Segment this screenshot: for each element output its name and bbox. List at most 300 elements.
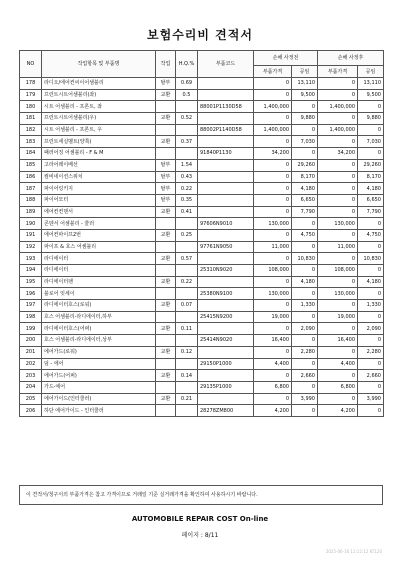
cell-p2: 1,400,000 (318, 101, 358, 113)
cell-name: 프런트시트어셈블리(우) (42, 113, 156, 125)
cell-l2: 0 (358, 265, 384, 277)
cell-p1: 0 (254, 346, 292, 358)
cell-hq (176, 311, 198, 323)
cell-code (198, 346, 254, 358)
table-row (20, 206, 384, 218)
cell-l2: 4,750 (358, 229, 384, 241)
cell-l1: 0 (292, 335, 318, 347)
cell-p2: 4,200 (318, 405, 358, 417)
cell-code (198, 370, 254, 382)
cell-no: 191 (20, 229, 42, 241)
cell-hq: 1.54 (176, 159, 198, 171)
table-row (20, 136, 384, 148)
cell-code (198, 393, 254, 405)
cell-work: 교환 (156, 89, 176, 101)
cell-hq: 0.69 (176, 78, 198, 90)
cell-no: 199 (20, 323, 42, 335)
cell-p1: 0 (254, 171, 292, 183)
cell-p2: 34,200 (318, 148, 358, 160)
table-row (20, 265, 384, 277)
footer-title: AUTOMOBILE REPAIR COST On-line (131, 515, 269, 523)
cell-p2: 0 (318, 323, 358, 335)
table-row (20, 171, 384, 183)
cell-work: 교환 (156, 346, 176, 358)
cell-no: 205 (20, 393, 42, 405)
cell-work: 교환 (156, 253, 176, 265)
cell-p2: 0 (318, 171, 358, 183)
cell-work: 교환 (156, 113, 176, 125)
cell-p2: 130,000 (318, 218, 358, 230)
cell-l2: 13,110 (358, 78, 384, 90)
cell-name: 프런트세실벨트(양쪽) (42, 136, 156, 148)
cell-p2: 4,400 (318, 358, 358, 370)
cell-hq (176, 241, 198, 253)
cell-code: 97761N9050 (198, 241, 254, 253)
cell-l2: 0 (358, 148, 384, 160)
cell-p2: 0 (318, 136, 358, 148)
cell-l2: 0 (358, 311, 384, 323)
cell-code (198, 136, 254, 148)
cell-code (198, 183, 254, 195)
cell-code: 28278ZM800 (198, 405, 254, 417)
cell-no: 183 (20, 136, 42, 148)
table-row (20, 124, 384, 136)
cell-p1: 0 (254, 183, 292, 195)
cell-l1: 2,280 (292, 346, 318, 358)
cell-code: 97606N9010 (198, 218, 254, 230)
cell-p1: 0 (254, 276, 292, 288)
table-row (20, 335, 384, 347)
cell-name: 파이프 & 호스 어셈블리 (42, 241, 156, 253)
cell-p2: 0 (318, 393, 358, 405)
cell-l2: 2,280 (358, 346, 384, 358)
cell-l1: 4,180 (292, 276, 318, 288)
table-row (20, 358, 384, 370)
cell-l1: 0 (292, 101, 318, 113)
cell-l2: 0 (358, 124, 384, 136)
cell-work (156, 381, 176, 393)
cell-code: 25380N9100 (198, 288, 254, 300)
cell-no: 182 (20, 124, 42, 136)
cell-p2: 0 (318, 183, 358, 195)
cell-hq: 0.57 (176, 253, 198, 265)
table-row (20, 381, 384, 393)
cell-work: 탈부 (156, 78, 176, 90)
cell-l2: 0 (358, 218, 384, 230)
cell-l1: 8,170 (292, 171, 318, 183)
cell-hq: 0.11 (176, 323, 198, 335)
cell-code: 29135P1000 (198, 381, 254, 393)
cell-no: 192 (20, 241, 42, 253)
cell-p1: 6,800 (254, 381, 292, 393)
cell-no: 197 (20, 300, 42, 312)
header-labor-before: 공임 (292, 66, 318, 78)
table-row (20, 346, 384, 358)
cell-name: 하단 에어가이드 - 인터쿨러 (42, 405, 156, 417)
cell-code (198, 194, 254, 206)
cell-l2: 0 (358, 288, 384, 300)
cell-name: 가드-에어 (42, 381, 156, 393)
cell-hq (176, 405, 198, 417)
cell-p2: 0 (318, 194, 358, 206)
table-row (20, 405, 384, 417)
cell-l2: 9,880 (358, 113, 384, 125)
cell-p1: 4,200 (254, 405, 292, 417)
cell-l1: 0 (292, 288, 318, 300)
cell-l1: 0 (292, 241, 318, 253)
cell-l2: 7,030 (358, 136, 384, 148)
cell-l2: 0 (358, 405, 384, 417)
table-row (20, 78, 384, 90)
cell-p2: 0 (318, 300, 358, 312)
cell-name: 프런트시트어셈블리(좌) (42, 89, 156, 101)
header-part-code: 부품코드 (198, 51, 254, 78)
cell-hq: 0.37 (176, 136, 198, 148)
cell-hq (176, 358, 198, 370)
cell-hq (176, 101, 198, 113)
cell-no: 203 (20, 370, 42, 382)
cell-p2: 0 (318, 89, 358, 101)
cell-p1: 19,000 (254, 311, 292, 323)
cell-l1: 7,790 (292, 206, 318, 218)
cell-l2: 1,330 (358, 300, 384, 312)
table-row (20, 370, 384, 382)
cell-l2: 3,990 (358, 393, 384, 405)
cell-code (198, 300, 254, 312)
cell-name: 라디에이터팬 (42, 276, 156, 288)
table-row (20, 89, 384, 101)
cell-work: 교환 (156, 206, 176, 218)
table-row (20, 159, 384, 171)
cell-no: 193 (20, 253, 42, 265)
cell-hq (176, 148, 198, 160)
cell-work (156, 101, 176, 113)
cell-l2: 4,180 (358, 276, 384, 288)
cell-name: 컴비네이션스위치 (42, 171, 156, 183)
cell-code (198, 229, 254, 241)
cell-p1: 1,400,000 (254, 101, 292, 113)
cell-p1: 130,000 (254, 288, 292, 300)
cell-p1: 0 (254, 393, 292, 405)
cell-l1: 0 (292, 265, 318, 277)
table-row (20, 113, 384, 125)
cell-work (156, 358, 176, 370)
cell-work (156, 265, 176, 277)
cell-code (198, 89, 254, 101)
cell-no: 189 (20, 206, 42, 218)
price-notice: 이 견적서/청구서의 부품가격은 참고 가격이므로 거래일 기준 실거래가격을 확인하여 사용하시기 바랍니다. (19, 485, 383, 505)
cell-work: 교환 (156, 393, 176, 405)
cell-l1: 29,260 (292, 159, 318, 171)
table-row (20, 229, 384, 241)
cell-hq: 0.21 (176, 393, 198, 405)
cell-p1: 0 (254, 78, 292, 90)
table-row (20, 311, 384, 323)
cell-name: 에어컨파이프2번 (42, 229, 156, 241)
cell-no: 181 (20, 113, 42, 125)
cell-p2: 0 (318, 206, 358, 218)
cell-name: 라디에이터호스(어퍼) (42, 323, 156, 335)
cell-work: 교환 (156, 370, 176, 382)
cell-no: 190 (20, 218, 42, 230)
header-before-assessment: 손해 사정전 (254, 51, 318, 66)
cell-hq: 0.25 (176, 229, 198, 241)
cell-work: 탈부 (156, 159, 176, 171)
cell-p2: 11,000 (318, 241, 358, 253)
cell-no: 188 (20, 194, 42, 206)
cell-no: 186 (20, 171, 42, 183)
cell-l1: 6,650 (292, 194, 318, 206)
cell-l2: 0 (358, 335, 384, 347)
cell-l1: 0 (292, 311, 318, 323)
cell-hq (176, 335, 198, 347)
cell-no: 194 (20, 265, 42, 277)
cell-hq (176, 381, 198, 393)
cell-p1: 0 (254, 253, 292, 265)
cell-no: 200 (20, 335, 42, 347)
cell-l2: 0 (358, 358, 384, 370)
cell-hq: 0.22 (176, 183, 198, 195)
document-title: 보험수리비 견적서 (147, 28, 253, 42)
print-timestamp: 2025-06-16 11:12:12 KT120 (325, 549, 382, 554)
table-row (20, 101, 384, 113)
cell-p1: 0 (254, 159, 292, 171)
cell-hq: 0.22 (176, 276, 198, 288)
cell-code (198, 323, 254, 335)
cell-work: 탈부 (156, 171, 176, 183)
table-row (20, 218, 384, 230)
cell-p1: 0 (254, 370, 292, 382)
table-row (20, 183, 384, 195)
cell-name: 시트 어셈블리 - 프론트, 우 (42, 124, 156, 136)
cell-l2: 0 (358, 101, 384, 113)
table-row (20, 276, 384, 288)
cell-work: 교환 (156, 229, 176, 241)
cell-no: 202 (20, 358, 42, 370)
cell-name: 호스 어셈블리-라디에이터,하부 (42, 311, 156, 323)
cell-l2: 9,500 (358, 89, 384, 101)
cell-l1: 0 (292, 358, 318, 370)
cell-work (156, 288, 176, 300)
cell-l2: 2,660 (358, 370, 384, 382)
cell-p1: 0 (254, 113, 292, 125)
cell-p2: 0 (318, 276, 358, 288)
cell-work: 교환 (156, 323, 176, 335)
cell-l2: 6,650 (358, 194, 384, 206)
header-no: NO (20, 51, 42, 78)
cell-code (198, 253, 254, 265)
cell-l2: 0 (358, 381, 384, 393)
cell-p1: 0 (254, 229, 292, 241)
cell-l1: 1,330 (292, 300, 318, 312)
cell-name: 에어가드(어퍼) (42, 370, 156, 382)
cell-l1: 0 (292, 148, 318, 160)
cell-l1: 0 (292, 124, 318, 136)
cell-l2: 0 (358, 241, 384, 253)
cell-l1: 4,750 (292, 229, 318, 241)
cell-l2: 2,090 (358, 323, 384, 335)
cell-name: 라디오/에어컨씨이어셈블리 (42, 78, 156, 90)
cell-work: 탈부 (156, 183, 176, 195)
cell-p1: 130,000 (254, 218, 292, 230)
cell-no: 195 (20, 276, 42, 288)
cell-p2: 0 (318, 346, 358, 358)
cell-l1: 0 (292, 381, 318, 393)
cell-code (198, 113, 254, 125)
cell-hq: 0.35 (176, 194, 198, 206)
cell-name: 파이어모터 (42, 194, 156, 206)
cell-no: 185 (20, 159, 42, 171)
cell-l1: 10,830 (292, 253, 318, 265)
cell-no: 187 (20, 183, 42, 195)
cell-l1: 3,990 (292, 393, 318, 405)
cell-p2: 0 (318, 113, 358, 125)
cell-hq: 0.43 (176, 171, 198, 183)
cell-name: 에어가드(로워) (42, 346, 156, 358)
cell-l2: 10,830 (358, 253, 384, 265)
cell-hq: 0.5 (176, 89, 198, 101)
cell-work (156, 124, 176, 136)
header-item: 작업항목 및 부품명 (42, 51, 156, 78)
cell-code: 88002P1140D58 (198, 124, 254, 136)
table-row (20, 300, 384, 312)
cell-p2: 108,000 (318, 265, 358, 277)
cell-code: 25414N9020 (198, 335, 254, 347)
cell-no: 180 (20, 101, 42, 113)
cell-name: 라디에이터 (42, 265, 156, 277)
cell-l2: 8,170 (358, 171, 384, 183)
cell-code (198, 206, 254, 218)
cell-work: 교환 (156, 136, 176, 148)
cell-hq (176, 124, 198, 136)
cell-no: 204 (20, 381, 42, 393)
cell-p2: 6,800 (318, 381, 358, 393)
cell-l2: 7,790 (358, 206, 384, 218)
cell-work (156, 405, 176, 417)
cell-p1: 0 (254, 194, 292, 206)
cell-work (156, 148, 176, 160)
cell-p2: 130,000 (318, 288, 358, 300)
header-after-assessment: 손해 사정후 (318, 51, 384, 66)
cell-work (156, 335, 176, 347)
table-row (20, 288, 384, 300)
cell-l1: 9,500 (292, 89, 318, 101)
cell-no: 196 (20, 288, 42, 300)
cell-work (156, 218, 176, 230)
cell-l1: 0 (292, 405, 318, 417)
cell-code (198, 276, 254, 288)
cell-l2: 29,260 (358, 159, 384, 171)
cell-name: 콘덴서 어셈블리 - 쿨러 (42, 218, 156, 230)
cell-p2: 16,400 (318, 335, 358, 347)
cell-p1: 0 (254, 300, 292, 312)
cell-name: 시트 어셈블리 - 프론트, 좌 (42, 101, 156, 113)
cell-l2: 4,180 (358, 183, 384, 195)
cell-p2: 0 (318, 253, 358, 265)
cell-hq: 0.07 (176, 300, 198, 312)
cell-p2: 0 (318, 370, 358, 382)
table-row (20, 323, 384, 335)
cell-code (198, 78, 254, 90)
cell-code (198, 159, 254, 171)
table-row (20, 253, 384, 265)
cell-name: 블로어 잇세이 (42, 288, 156, 300)
cell-l1: 9,880 (292, 113, 318, 125)
cell-no: 201 (20, 346, 42, 358)
cell-code (198, 171, 254, 183)
table-row (20, 194, 384, 206)
cell-code: 88001P1130D58 (198, 101, 254, 113)
cell-name: 라디에이터호스(로워) (42, 300, 156, 312)
cell-no: 184 (20, 148, 42, 160)
table-row (20, 241, 384, 253)
cell-hq: 0.12 (176, 346, 198, 358)
cell-name: 고라어레이베선 (42, 159, 156, 171)
cell-p2: 0 (318, 229, 358, 241)
cell-l1: 2,660 (292, 370, 318, 382)
cell-p1: 108,000 (254, 265, 292, 277)
cell-p1: 0 (254, 206, 292, 218)
cell-name: 라디에이터 (42, 253, 156, 265)
cell-hq (176, 288, 198, 300)
cell-l1: 2,090 (292, 323, 318, 335)
cell-work: 탈부 (156, 194, 176, 206)
cell-name: 덤 - 에어 (42, 358, 156, 370)
cell-p1: 34,200 (254, 148, 292, 160)
cell-l1: 13,110 (292, 78, 318, 90)
cell-work: 교환 (156, 276, 176, 288)
cell-code: 25310N9020 (198, 265, 254, 277)
estimate-rows (20, 78, 384, 417)
cell-no: 206 (20, 405, 42, 417)
header-part-price-after: 부품가격 (318, 66, 358, 78)
cell-code: 91840P1130 (198, 148, 254, 160)
cell-hq (176, 218, 198, 230)
cell-work (156, 311, 176, 323)
cell-l1: 0 (292, 218, 318, 230)
cell-code: 25415N9200 (198, 311, 254, 323)
header-part-price-before: 부품가격 (254, 66, 292, 78)
header-hq: H.Q.% (176, 51, 198, 78)
cell-hq: 0.14 (176, 370, 198, 382)
cell-p2: 0 (318, 78, 358, 90)
cell-no: 178 (20, 78, 42, 90)
cell-p1: 0 (254, 323, 292, 335)
cell-work: 교환 (156, 300, 176, 312)
cell-p1: 0 (254, 136, 292, 148)
header-work: 작업 (156, 51, 176, 78)
table-row (20, 393, 384, 405)
table-row (20, 148, 384, 160)
cell-l1: 7,030 (292, 136, 318, 148)
cell-p1: 0 (254, 89, 292, 101)
cell-p2: 1,400,000 (318, 124, 358, 136)
header-labor-after: 공임 (358, 66, 384, 78)
cell-p2: 19,000 (318, 311, 358, 323)
cell-name: 에어컨컨덴서 (42, 206, 156, 218)
estimate-table (19, 50, 384, 417)
cell-hq: 0.41 (176, 206, 198, 218)
cell-p2: 0 (318, 159, 358, 171)
page-number: 페이지 : 8/11 (181, 532, 219, 539)
cell-hq (176, 265, 198, 277)
cell-no: 179 (20, 89, 42, 101)
cell-p1: 11,000 (254, 241, 292, 253)
cell-p1: 4,400 (254, 358, 292, 370)
cell-name: 에어가이드(인터쿨러) (42, 393, 156, 405)
cell-p1: 16,400 (254, 335, 292, 347)
cell-work (156, 241, 176, 253)
